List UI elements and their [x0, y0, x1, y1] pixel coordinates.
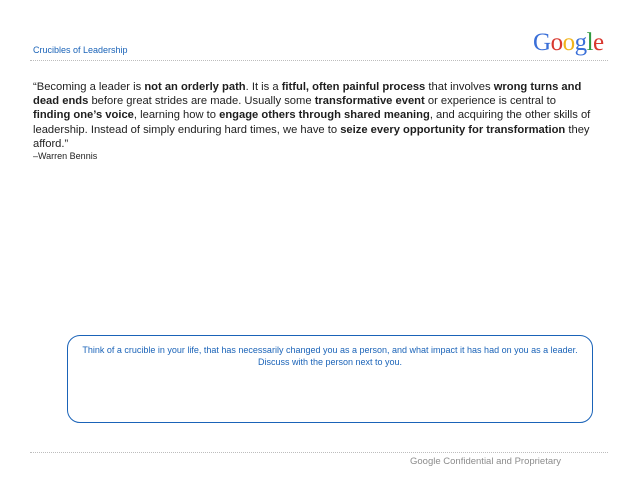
- footer-confidential-text: Google Confidential and Proprietary: [410, 456, 562, 467]
- header-divider: [30, 60, 608, 61]
- quote-emphasis: wrong turns and dead ends: [33, 81, 582, 108]
- quote-emphasis: fitful, often painful process: [281, 81, 426, 93]
- quote-text: , learning how to: [133, 109, 220, 122]
- quote-text: they afford.”: [33, 123, 590, 150]
- quote-text: that involves: [425, 81, 494, 93]
- quote-text: “Becoming a leader is: [33, 81, 145, 93]
- quote-text: before great strides are made. Usually some: [88, 95, 315, 108]
- google-logo: [533, 30, 604, 55]
- discussion-callout-box: [67, 335, 593, 423]
- leadership-quote: [33, 80, 593, 151]
- quote-text: or experience is central to: [424, 95, 556, 108]
- google-logo-letter: o: [562, 29, 575, 56]
- quote-emphasis: finding one’s voice: [33, 109, 134, 122]
- quote-text: , and acquiring the other skills of leadership. Instead of simply enduring hard times, we have to: [33, 109, 591, 136]
- discussion-prompt: Think of a crucible in your life, that has necessarily changed you as a person, and what impact it has had on you as a leader. Discuss with the person next to you.: [82, 345, 578, 367]
- google-logo-letter: l: [586, 29, 594, 56]
- quote-attribution: –Warren Bennis: [33, 151, 98, 161]
- google-logo-letter: o: [550, 29, 563, 56]
- quote-emphasis: not an orderly path: [144, 81, 246, 93]
- quote-text: . It is a: [245, 81, 282, 93]
- quote-emphasis: seize every opportunity for transformation: [340, 123, 566, 136]
- google-logo-letter: g: [574, 29, 587, 56]
- google-logo-letter: G: [533, 29, 551, 56]
- google-logo-letter: e: [593, 29, 604, 56]
- quote-emphasis: engage others through shared meaning: [219, 109, 430, 122]
- quote-emphasis: transformative event: [314, 95, 425, 108]
- footer-divider: [30, 452, 608, 453]
- slide-header-title: Crucibles of Leadership: [33, 45, 128, 55]
